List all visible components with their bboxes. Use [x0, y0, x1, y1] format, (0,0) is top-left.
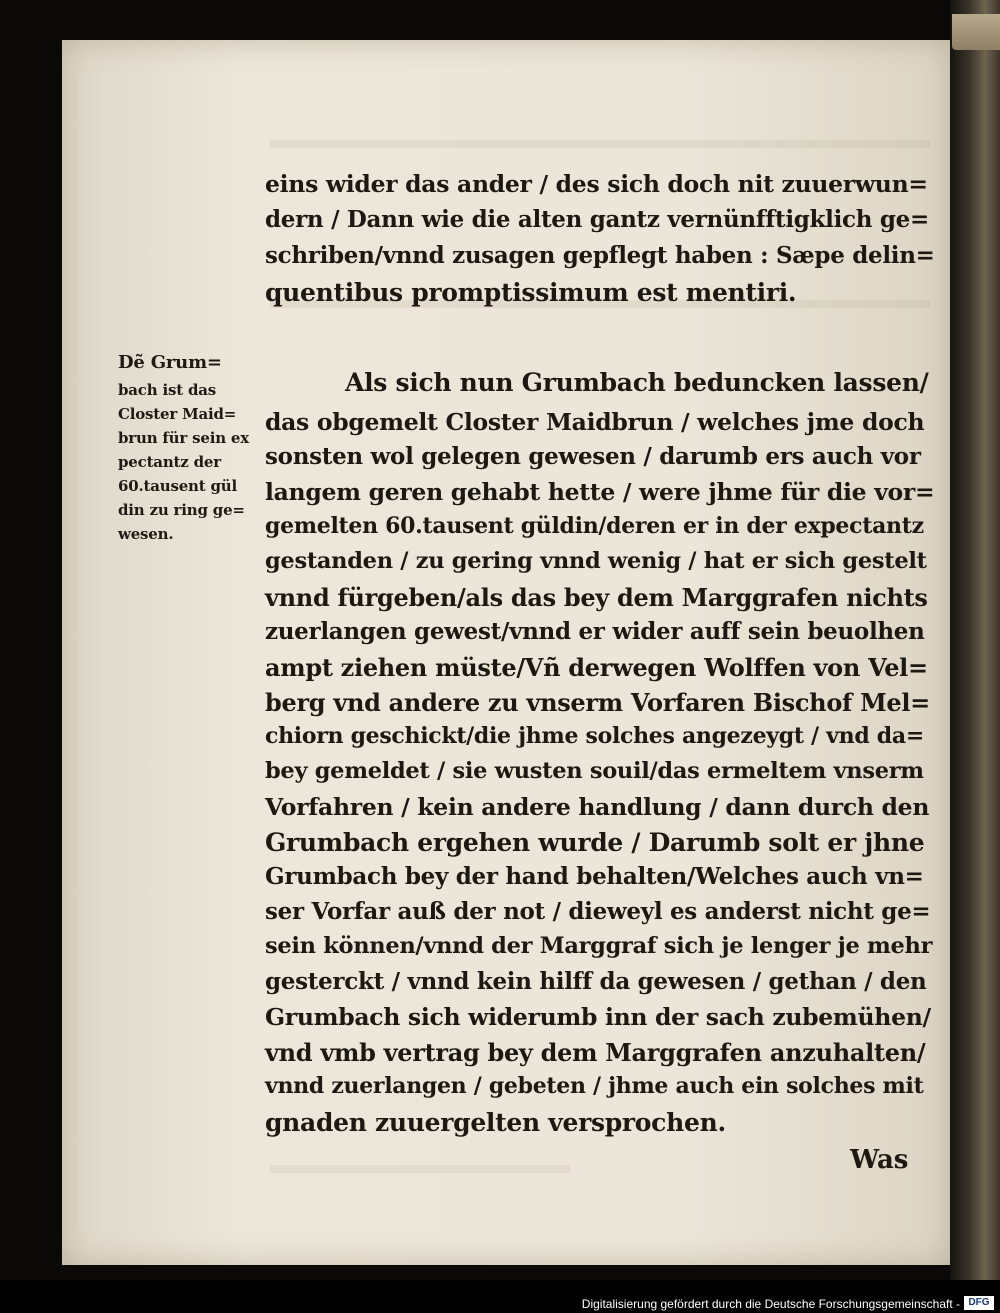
text-line: quentibus promptissimum est mentiri.: [265, 278, 797, 307]
text-line: gnaden zuuergelten versprochen.: [265, 1108, 726, 1137]
funding-credit: Digitalisierung gefördert durch die Deutsche Forschungsgemeinschaft -: [581, 1297, 960, 1311]
catchword: Was: [850, 1145, 909, 1175]
text-line: vnnd fürgeben/als das bey dem Marggrafen nichts: [265, 583, 928, 612]
marginal-line: Closter Maid=: [118, 405, 237, 423]
text-line: Grumbach ergehen wurde / Darumb solt er jhne: [265, 828, 925, 857]
text-line: dern / Dann wie die alten gantz vernünfftigklich ge=: [265, 206, 929, 233]
text-line: schriben/vnnd zusagen gepflegt haben : Sæpe delin=: [265, 242, 935, 269]
show-through-mark: [270, 140, 930, 148]
text-line: vnd vmb vertrag bey dem Marggrafen anzuhalten/: [265, 1038, 926, 1067]
text-line: Grumbach sich widerumb inn der sach zubemühen/: [265, 1003, 931, 1031]
marginal-line: pectantz der: [118, 453, 221, 471]
text-line: gestanden / zu gering vnnd wenig / hat er sich gestelt: [265, 548, 927, 574]
text-line: vnnd zuerlangen / gebeten / jhme auch ein solches mit: [265, 1073, 924, 1099]
text-line: langem geren gehabt hette / were jhme für die vor=: [265, 478, 935, 506]
text-line: sein können/vnnd der Marggraf sich je lenger je mehr: [265, 933, 933, 959]
marginal-line: bach ist das: [118, 381, 217, 399]
text-line: berg vnd andere zu vnserm Vorfaren Bischof Mel=: [265, 688, 930, 717]
text-line: eins wider das ander / des sich doch nit zuuerwun=: [265, 170, 928, 198]
marginal-line: 60.tausent gül: [118, 477, 237, 495]
marginal-line: Dẽ Grum=: [118, 352, 222, 373]
dfg-logo[interactable]: DFG: [964, 1296, 994, 1310]
text-line: Vorfahren / kein andere handlung / dann durch den: [265, 793, 930, 821]
text-line: zuerlangen gewest/vnnd er wider auff sein beuolhen: [265, 618, 925, 645]
show-through-mark: [270, 1165, 570, 1173]
text-line-initial: Als sich nun Grumbach beduncken lassen/: [345, 368, 929, 397]
text-line: das obgemelt Closter Maidbrun / welches jme doch: [265, 408, 925, 436]
text-line: gemelten 60.tausent güldin/deren er in der expectantz: [265, 513, 924, 539]
text-line: ampt ziehen müste/Vñ derwegen Wolffen von Vel=: [265, 653, 928, 682]
book-spine: [950, 0, 1000, 1280]
text-line: sonsten wol gelegen gewesen / darumb ers auch vor: [265, 443, 921, 470]
text-line: Grumbach bey der hand behalten/Welches auch vn=: [265, 863, 924, 890]
marginal-line: wesen.: [118, 525, 174, 543]
text-line: gesterckt / vnnd kein hilff da gewesen / gethan / den: [265, 968, 927, 995]
marginal-line: din zu ring ge=: [118, 501, 245, 519]
marginal-line: brun für sein ex: [118, 429, 250, 447]
text-line: chiorn geschickt/die jhme solches angezeygt / vnd da=: [265, 723, 924, 749]
spine-tab: [952, 14, 1000, 50]
text-line: ser Vorfar auß der not / dieweyl es anderst nicht ge=: [265, 898, 931, 925]
text-line: bey gemeldet / sie wusten souil/das ermeltem vnserm: [265, 758, 924, 784]
